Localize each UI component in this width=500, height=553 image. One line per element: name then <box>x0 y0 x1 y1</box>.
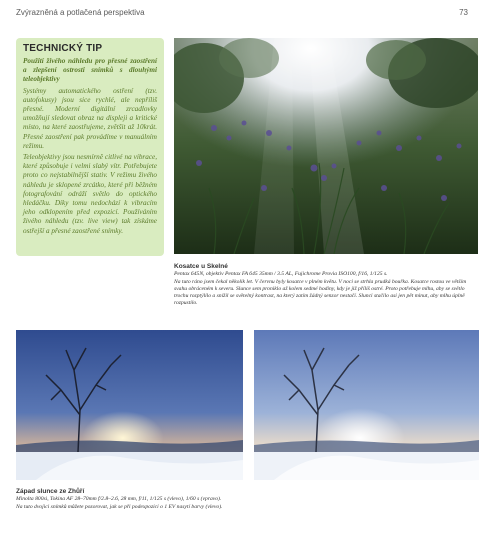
iris-meadow-image <box>174 38 478 254</box>
tip-title: TECHNICKÝ TIP <box>23 43 103 54</box>
technical-tip-box <box>16 38 164 256</box>
sunset-photo-left <box>16 330 243 480</box>
iris-meadow-photo <box>174 38 478 254</box>
page-number: 73 <box>459 8 468 17</box>
iris-caption-text: Na tuto ráno jsem čekal několik let. V červnu byly kosatce v plném květu. V noci se strhla prudká bouřka. Kosatce rostou ve větším svahu obráceném k severu. Slunce sem proniklo až kolem sedmé hodiny, kdy je již příliš ostré. Proto potřebuje mlhu, aby se světlo trochu rozptýlilo a snížil se světelný kontrast, na který zatím žádný senzor nestačí. Slunci stačilo asi jen pět minut, aby mlhu úplně rozpustilo. <box>174 279 467 306</box>
sunset-caption <box>16 488 316 511</box>
sunset-image-left <box>16 330 243 480</box>
sunset-photo-right <box>254 330 479 480</box>
tip-paragraph-2: Teleobjektivy jsou nesmírně citlivé na vibrace, které způsobuje i velmi slabý vítr. Potřebujete proto co nejstabilnější stativ. V režimu živého náhledu je sklopené zrcátko, které při běžném fotografování odráží světlo do optického hledáčku. Díky tomu nedochází k vibracím jeho odklopením před expozicí. Používáním živého náhledu (tzv. live view) tak získáme ostřejší a přesné zaostřené snímky. <box>23 153 157 235</box>
sunset-image-right <box>254 330 479 480</box>
iris-caption <box>174 263 478 307</box>
sunset-caption-meta: Minolta 800si, Tokina AF 28–70mm f/2.8–2.6, 28 mm, f/11, 1/125 s (vlevo), 1/60 s (vpravo). <box>16 496 222 502</box>
sunset-caption-text: Na tuto dvojici snímků můžete pozorovat, jak se při podexpozici o 1 EV nasytí barvy (vlevo). <box>16 504 223 510</box>
running-head: Zvýrazněná a potlačená perspektiva <box>16 8 145 17</box>
sunset-caption-title: Západ slunce ze Zhůří <box>16 488 85 495</box>
iris-caption-meta: Pentax 645N, objektiv Pentax FA 645 35mm / 3.5 AL, Fujichrome Provia ISO100, f/16, 1/125 s. <box>174 271 388 277</box>
tip-lead: Použití živého náhledu pro přesné zaostření a zlepšení ostrosti snímků s dlouhými teleobjektivy <box>23 57 157 84</box>
iris-caption-title: Kosatce u Skelné <box>174 263 228 270</box>
tip-paragraph-1: Systémy automatického ostření (tzv. autofokusy) jsou sice rychlé, ale nepříliš přesné. Moderní digitální zrcadlovky umožňují sledovat obraz na displeji a kritické místo, na které zaostřujeme, zvětšit až 10krát. Přesné zaostření pak provádíme v manuálním režimu. <box>23 86 157 150</box>
